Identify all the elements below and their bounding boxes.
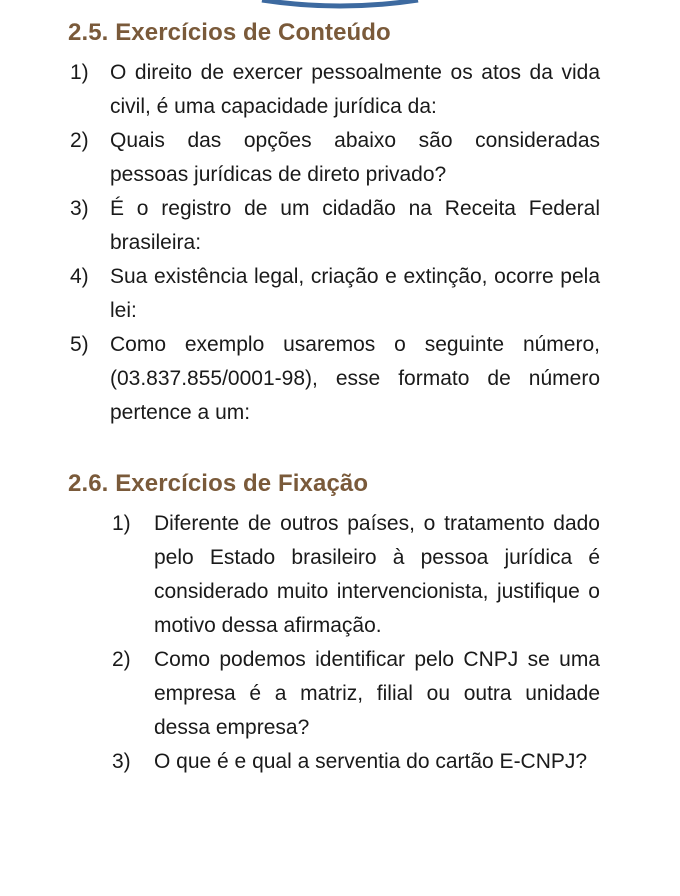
item-text: Como exemplo usaremos o seguinte número, (03.837.855/0001-98), esse formato de número pertence a um: [110,333,600,424]
item-text: O direito de exercer pessoalmente os atos da vida civil, é uma capacidade jurídica da: [110,61,600,118]
list-item [112,643,600,745]
item-text: Quais das opções abaixo são consideradas pessoas jurídicas de direto privado? [110,129,600,186]
list-item [70,260,600,328]
list-item [70,56,600,124]
list-item [70,192,600,260]
item-number: 3) [112,750,131,773]
fixation-exercise-list [112,507,600,779]
item-number: 5) [70,333,89,356]
content-exercise-list [70,56,600,430]
item-text: Como podemos identificar pelo CNPJ se uma empresa é a matriz, filial ou outra unidade dessa empresa? [154,648,600,739]
list-item [112,745,600,779]
item-text: Diferente de outros países, o tratamento dado pelo Estado brasileiro à pessoa jurídica é considerado muito intervencionista, justifique o motivo dessa afirmação. [154,512,600,637]
item-number: 3) [70,197,89,220]
item-number: 2) [112,648,131,671]
item-number: 1) [112,512,131,535]
item-text: É o registro de um cidadão na Receita Federal brasileira: [110,197,600,254]
section-title-exercicios-fixacao: 2.6. Exercícios de Fixação [68,470,369,497]
item-text: O que é e qual a serventia do cartão E-CNPJ? [154,750,588,773]
item-text: Sua existência legal, criação e extinção, ocorre pela lei: [110,265,600,322]
item-number: 1) [70,61,89,84]
list-item [112,507,600,643]
list-item [70,328,600,430]
item-number: 4) [70,265,89,288]
section-title-exercicios-conteudo: 2.5. Exercícios de Conteúdo [68,19,391,46]
item-number: 2) [70,129,89,152]
list-item [70,124,600,192]
